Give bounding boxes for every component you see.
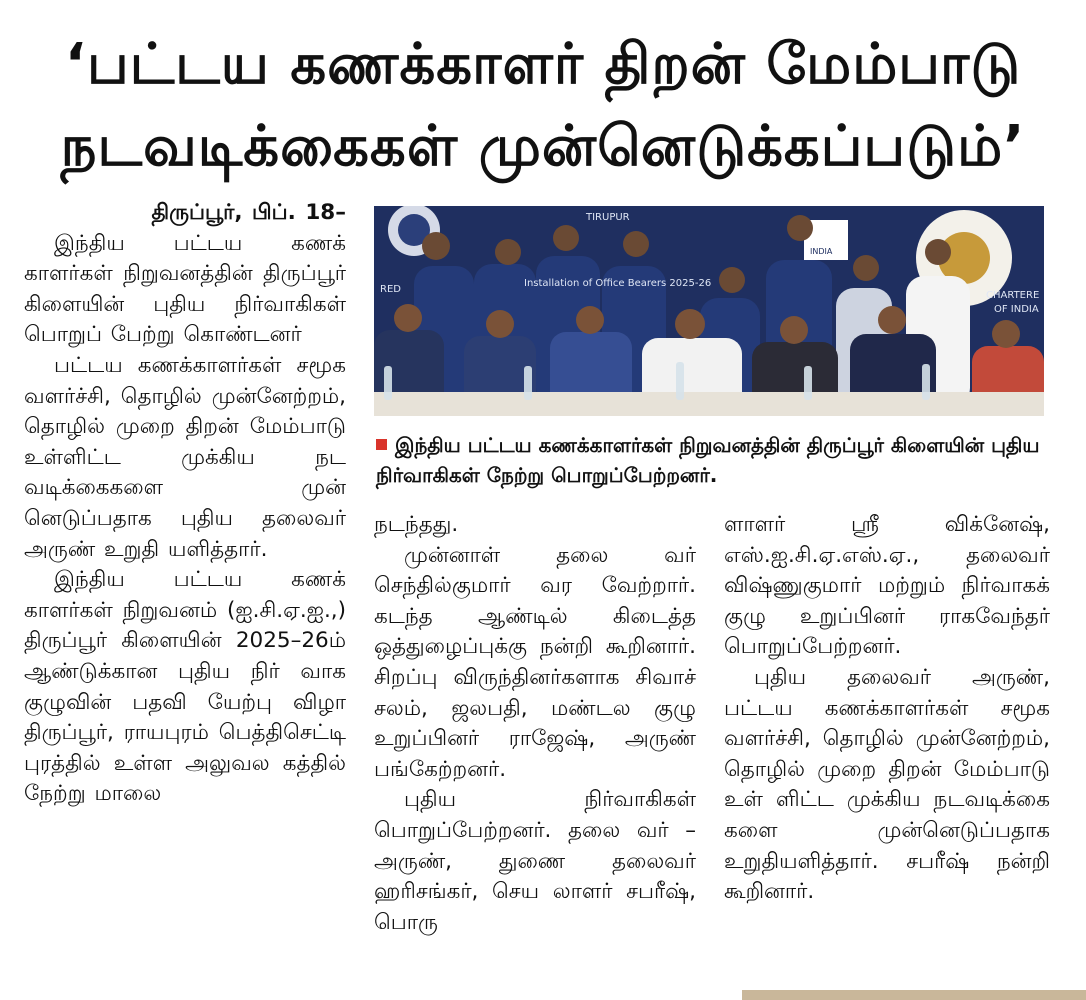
headline-line-1: ‘பட்டய கணக்காளர் திறன் மேம்பாடு (64, 32, 1022, 97)
dateline: திருப்பூர், பிப். 18– (151, 200, 346, 225)
paragraph: பட்டய கணக்காளர்கள் சமூக வளர்ச்சி, தொழில் முன்னேற்றம், தொழில் முறை திறன் மேம்பாடு உள்ளிட்ட முக்கிய நட வடிக்கைகளை முன் னெடுப்பதாக புதிய தலைவர் அருண் உறுதி யளித்தார். (24, 352, 346, 562)
headline (0, 24, 1086, 188)
news-photo-illustration (374, 206, 1044, 416)
article-column-2 (374, 510, 696, 938)
banner-text-right-1: CHARTERE (986, 290, 1040, 301)
article-column-1 (24, 198, 346, 810)
caption-bullet-icon (376, 439, 387, 450)
paragraph: ளாளர் ஸ்ரீ விக்னேஷ், எஸ்.ஐ.சி.ஏ.எஸ்.ஏ., தலைவர் விஷ்ணுகுமார் மற்றும் நிர்வாகக் குழு உறுப்பினர் ராகவேந்தர் பொறுப்பேற்றனர். (724, 512, 1050, 660)
paragraph: முன்னாள் தலை வர் செந்தில்குமார் வர வேற்றார். கடந்த ஆண்டில் கிடைத்த ஒத்துழைப்புக்கு நன்றி கூறினார். சிறப்பு விருந்தினர்களாக சிவாச் சலம், ஜலபதி, மண்டல குழு உறுப்பினர் ராஜேஷ், அருண் பங்கேற்றனர். (374, 542, 696, 782)
paragraph: இந்திய பட்டய கணக் காளர்கள் நிறுவனம் (ஐ.சி.ஏ.ஐ.,) திருப்பூர் கிளையின் 2025–26ம் ஆண்டுக்கான புதிய நிர் வாக குழுவின் பதவி யேற்பு விழா திருப்பூர், ராயபுரம் பெத்திசெட்டி புரத்தில் உள்ள அலுவல கத்தில் நேற்று மாலை (24, 567, 346, 807)
logo-badge-text: INDIA (810, 247, 833, 256)
bottom-rule (742, 990, 1086, 1000)
banner-text-right-2: OF INDIA (994, 304, 1039, 315)
photo-caption (376, 430, 1056, 490)
paragraph: நடந்தது. (374, 512, 459, 537)
headline-line-2: நடவடிக்கைகள் முன்னெடுக்கப்படும்’ (60, 114, 1026, 179)
paragraph: புதிய தலைவர் அருண், பட்டய கணக்காளர்கள் சமூக வளர்ச்சி, தொழில் முன்னேற்றம், தொழில் முறை திறன் மேம்பாடு உள் ளிட்ட முக்கிய நடவடிக்கை களை முன்னெடுப்பதாக உறுதியளித்தார். சபரீஷ் நன்றி கூறினார். (724, 664, 1050, 905)
news-photo (374, 206, 1044, 416)
banner-text-left: RED (380, 284, 401, 295)
paragraph: புதிய நிர்வாகிகள் பொறுப்பேற்றனர். தலை வர் – அருண், துணை தலைவர் ஹரிசங்கர், செய லாளர் சபரீஷ், பொரு (374, 787, 696, 935)
article-column-3 (724, 510, 1050, 908)
banner-text-mid: TIRUPUR (586, 212, 630, 223)
banner-text-install: Installation of Office Bearers 2025-26 (524, 278, 712, 289)
caption-text: இந்திய பட்டய கணக்காளர்கள் நிறுவனத்தின் திருப்பூர் கிளையின் புதிய நிர்வாகிகள் நேற்று பொறுப்பேற்றனர். (376, 433, 1040, 487)
paragraph: இந்திய பட்டய கணக் காளர்கள் நிறுவனத்தின் திருப்பூர் கிளையின் புதிய நிர்வாகிகள் பொறுப் பேற்று கொண்டனர் (24, 230, 346, 348)
